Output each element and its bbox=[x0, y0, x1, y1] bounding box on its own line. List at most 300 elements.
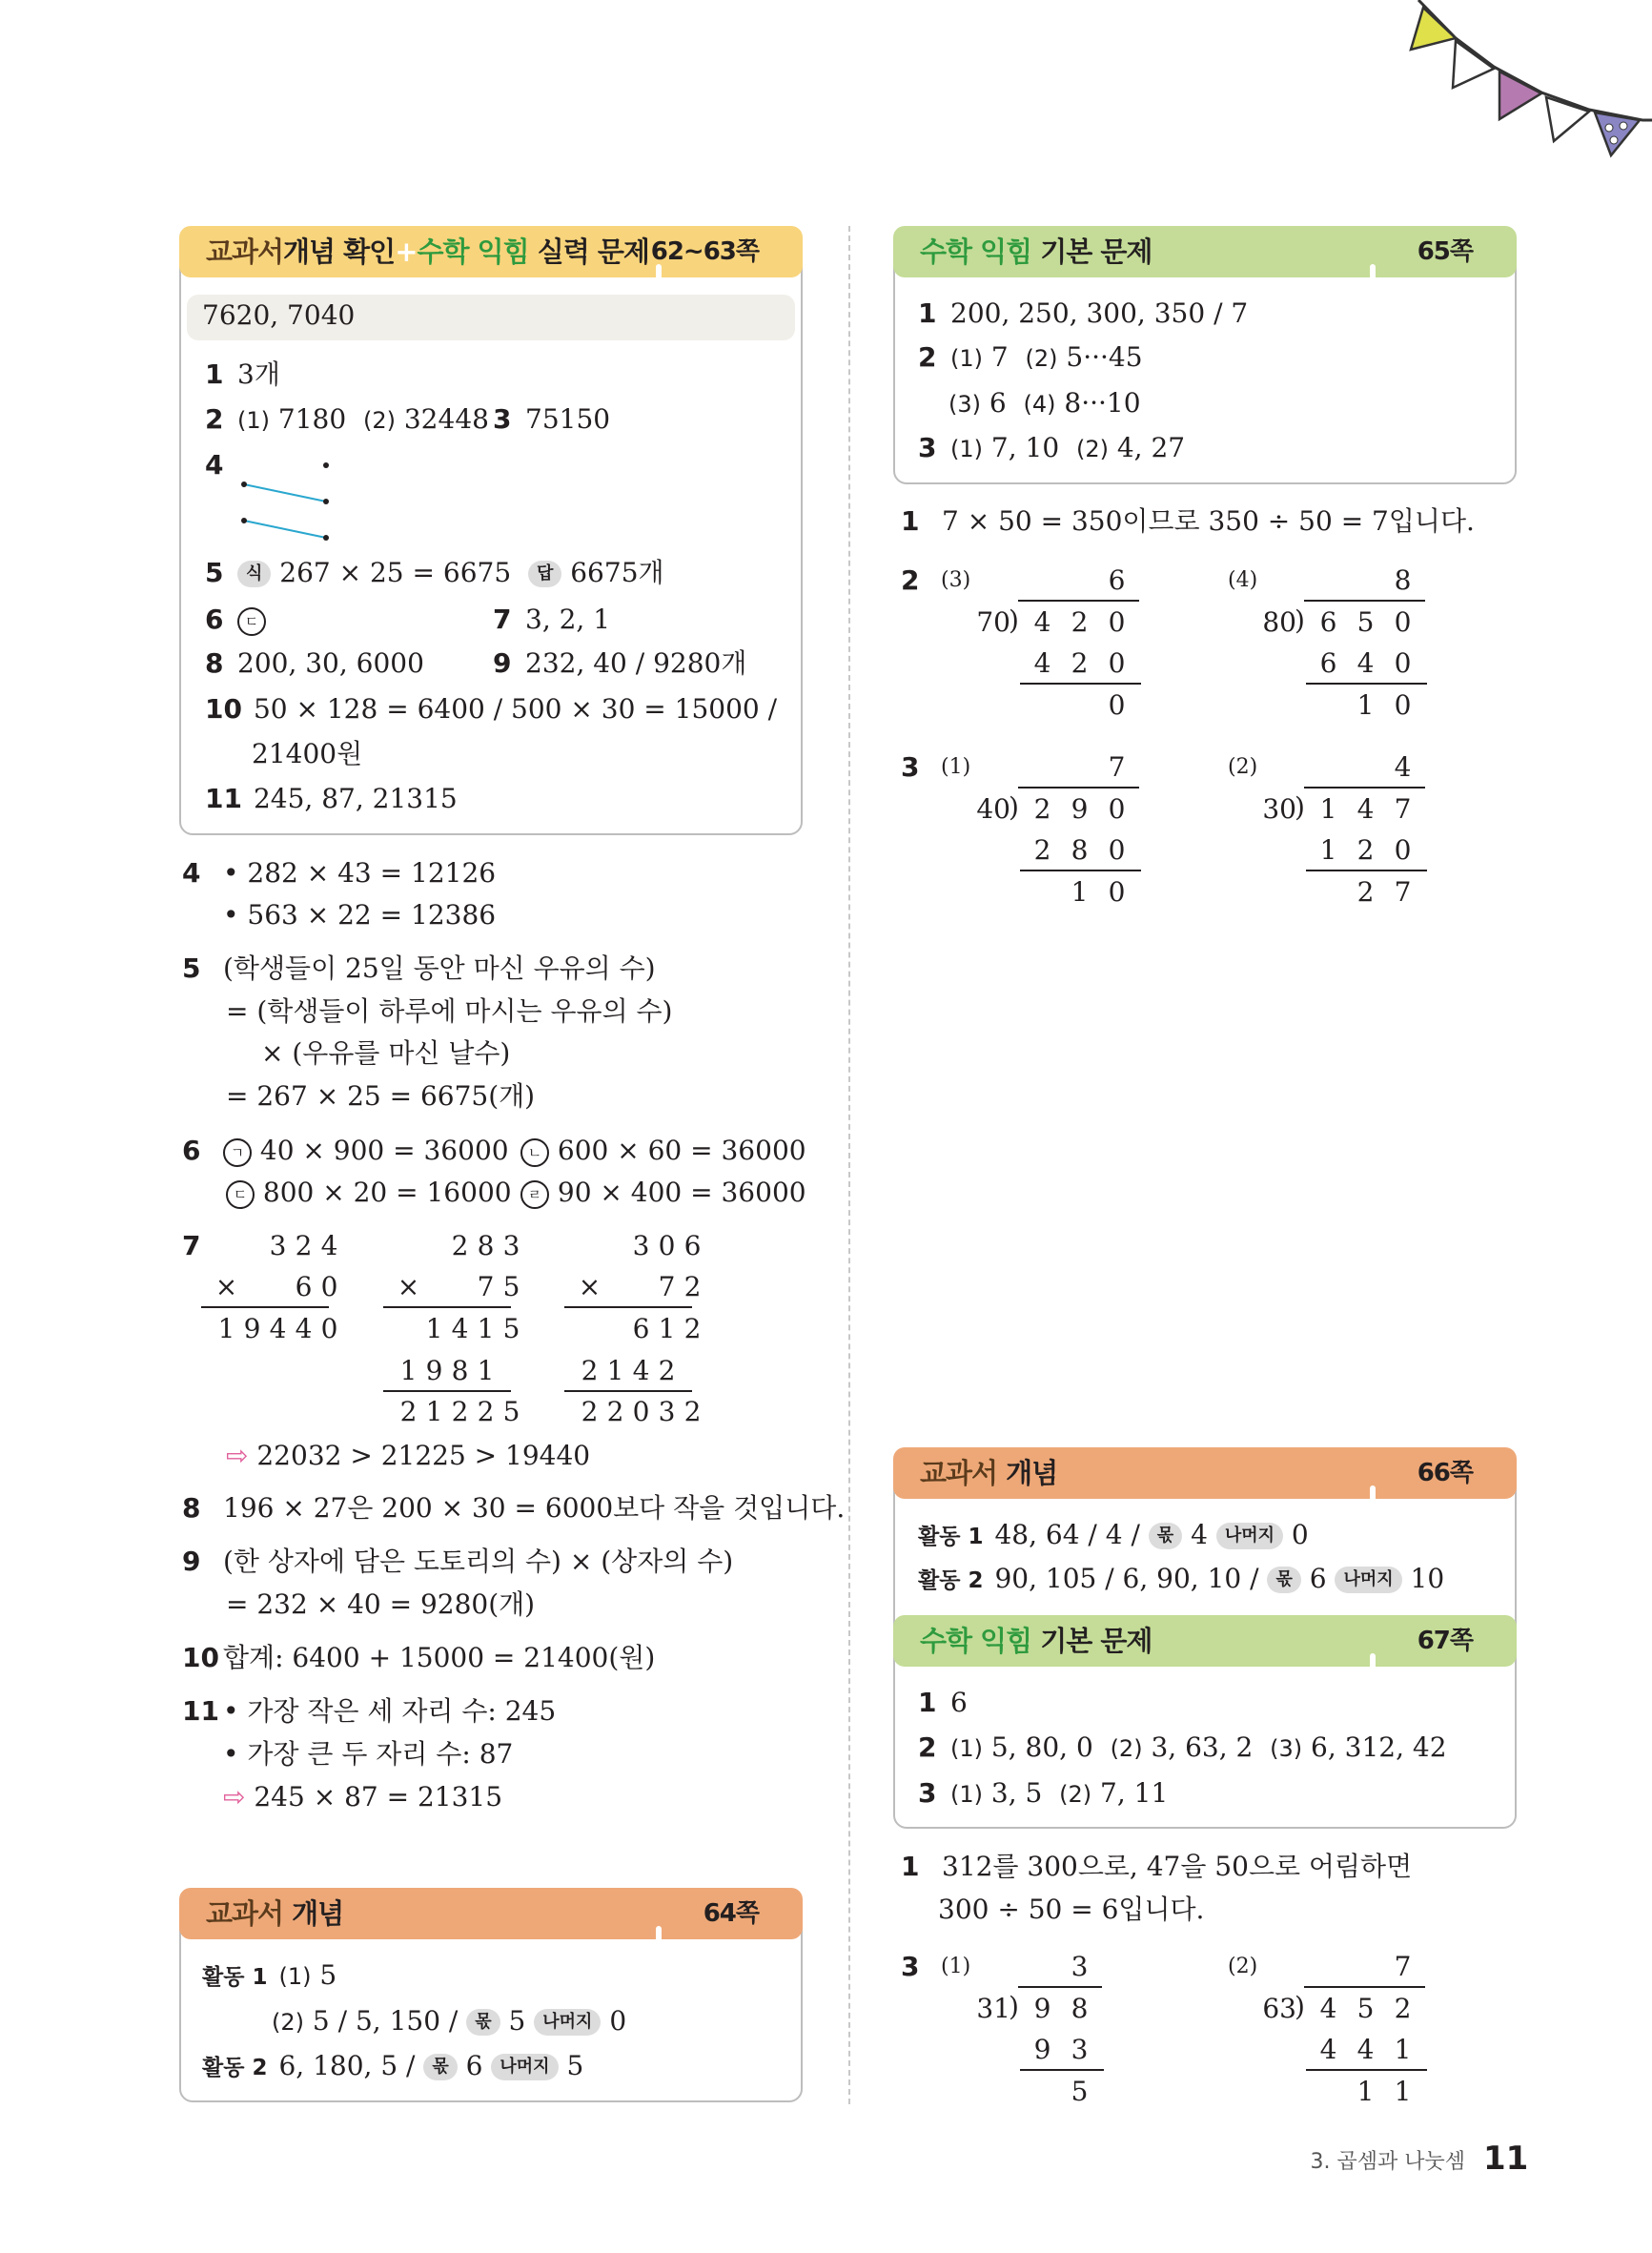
divisor: 63 bbox=[1262, 1993, 1296, 2024]
answer-text: 300 ÷ 50 = 6입니다. bbox=[938, 1894, 1205, 1925]
subtraction-line bbox=[1020, 2069, 1104, 2071]
division-overline bbox=[1304, 787, 1425, 789]
subtraction-line bbox=[1306, 2069, 1427, 2071]
division-bracket-icon: ) bbox=[1295, 1991, 1305, 2022]
answer-text: 5 / 5, 150 / bbox=[304, 2005, 467, 2037]
remainder-digit: 1 bbox=[1394, 2076, 1412, 2107]
answer-line bbox=[520, 1174, 806, 1212]
partial-product-digit: 4 bbox=[269, 1313, 287, 1344]
answer-text: 7, 11 bbox=[1091, 1777, 1169, 1809]
label-badge: 나머지 bbox=[534, 2009, 601, 2036]
page-range: 62~63쪽 bbox=[650, 237, 759, 266]
problem-number: 3 bbox=[901, 1951, 920, 1982]
divisor: 80 bbox=[1262, 606, 1296, 638]
label-badge: 몫 bbox=[1149, 1523, 1182, 1549]
partial-product-digit: 2 bbox=[658, 1355, 676, 1386]
problem-number: 9 bbox=[493, 647, 512, 679]
division-label: (4) bbox=[1228, 568, 1258, 592]
sum-line bbox=[383, 1390, 511, 1392]
division-bracket-icon: ) bbox=[1009, 791, 1019, 823]
division-overline bbox=[1304, 600, 1425, 602]
sub-label: (3) bbox=[948, 391, 981, 418]
problem-number: 5 bbox=[205, 557, 224, 588]
label-badge: 몫 bbox=[423, 2054, 457, 2080]
division-overline bbox=[1018, 787, 1139, 789]
problem-number: 10 bbox=[205, 693, 242, 725]
multiplicand-digit: 8 bbox=[477, 1230, 495, 1261]
sub-label: (1) bbox=[950, 436, 983, 462]
dividend-digit: 2 bbox=[1033, 793, 1051, 825]
answer-text: 5, 80, 0 bbox=[983, 1731, 1111, 1763]
sub-label: (3) bbox=[1270, 1735, 1303, 1762]
product-digit: 2 bbox=[683, 1396, 702, 1427]
header-textbook: 교과서 bbox=[920, 1457, 998, 1489]
division-bracket-icon: ) bbox=[1295, 604, 1305, 636]
partial-product-digit: 1 bbox=[425, 1313, 443, 1344]
sub-label: (1) bbox=[237, 407, 270, 434]
answer-text: 90, 105 / 6, 90, 10 / bbox=[994, 1563, 1268, 1594]
problem-number: 2 bbox=[918, 1731, 937, 1763]
answer-text: • 가장 큰 두 자리 수: 87 bbox=[223, 1738, 514, 1770]
answer-text: • 563 × 22 = 12386 bbox=[223, 899, 497, 931]
answer-line bbox=[918, 1729, 1447, 1768]
problem-number: 2 bbox=[901, 564, 920, 596]
circled-letter: ㄴ bbox=[520, 1138, 549, 1167]
partial-product-digit: 8 bbox=[451, 1355, 469, 1386]
answer-line bbox=[918, 338, 1143, 378]
label-badge: 몫 bbox=[466, 2009, 500, 2036]
product-digit: 0 bbox=[632, 1396, 650, 1427]
problem-number: 8 bbox=[182, 1492, 201, 1524]
multiplicand-digit: 0 bbox=[658, 1230, 676, 1261]
partial-product-digit: 0 bbox=[320, 1313, 338, 1344]
matching-lines bbox=[238, 458, 334, 543]
answer-text: 5 bbox=[311, 1959, 337, 1991]
partial-product-digit: 4 bbox=[295, 1313, 313, 1344]
answer-line bbox=[205, 446, 237, 484]
product-digit: 2 bbox=[606, 1396, 624, 1427]
answer-text: 196 × 27은 200 × 30 = 6000보다 작을 것입니다. bbox=[223, 1492, 846, 1524]
sub-label: (2) bbox=[1059, 1781, 1092, 1808]
dividend-digit: 7 bbox=[1394, 793, 1412, 825]
answer-text: 6 bbox=[1300, 1563, 1336, 1594]
answer-text: 245 × 87 = 21315 bbox=[245, 1781, 503, 1813]
dividend-digit: 5 bbox=[1356, 1993, 1375, 2024]
answer-text: 312를 300으로, 47을 50으로 어림하면 bbox=[942, 1851, 1413, 1882]
times-sign: × bbox=[578, 1271, 602, 1302]
product-digit: 2 bbox=[581, 1396, 599, 1427]
problem-number: 6 bbox=[182, 1135, 201, 1166]
division-label: (1) bbox=[941, 755, 971, 779]
multiplier-digit: 7 bbox=[658, 1271, 676, 1302]
divisor: 30 bbox=[1262, 793, 1296, 825]
quotient-digit: 4 bbox=[1394, 751, 1412, 783]
page-range: 65쪽 bbox=[1417, 237, 1473, 266]
answer-text: 7180 bbox=[270, 403, 363, 435]
sum-line bbox=[564, 1306, 692, 1308]
product-digit: 4 bbox=[1356, 2034, 1375, 2065]
division-bracket-icon: ) bbox=[1009, 604, 1019, 636]
answer-line bbox=[182, 854, 496, 892]
label-badge: 몫 bbox=[1267, 1567, 1300, 1593]
answer-line bbox=[272, 2002, 626, 2041]
dividend-digit: 1 bbox=[1319, 793, 1337, 825]
answer-text: 232, 40 / 9280개 bbox=[525, 647, 747, 679]
answer-text: 21400원 bbox=[252, 738, 363, 769]
problem-number: 10 bbox=[182, 1642, 219, 1673]
problem-number: 3 bbox=[918, 432, 937, 463]
bunting-decoration-icon bbox=[1373, 0, 1652, 172]
answer-line bbox=[901, 502, 1475, 541]
division-label: (3) bbox=[941, 568, 971, 592]
answer-line bbox=[223, 1778, 502, 1816]
multiplicand-digit: 3 bbox=[632, 1230, 650, 1261]
answer-text: 7 × 50 = 350이므로 350 ÷ 50 = 7입니다. bbox=[942, 505, 1475, 537]
answer-line bbox=[261, 1034, 510, 1073]
problem-number: 4 bbox=[205, 449, 224, 481]
problem-number: 7 bbox=[182, 1230, 201, 1261]
answer-line bbox=[223, 1735, 513, 1773]
dividend-digit: 0 bbox=[1108, 793, 1126, 825]
answer-text: = (학생들이 하루에 마시는 우유의 수) bbox=[226, 995, 673, 1027]
problem-number: 7 bbox=[493, 604, 512, 635]
column-divider bbox=[848, 226, 850, 2104]
answer-text: × (우유를 마신 날수) bbox=[261, 1037, 511, 1069]
answer-text: • 282 × 43 = 12126 bbox=[223, 857, 497, 889]
answer-line bbox=[202, 1956, 337, 1997]
product-digit: 0 bbox=[1108, 834, 1126, 866]
header-concept: 개념 확인 bbox=[283, 236, 396, 268]
answer-line bbox=[182, 1639, 655, 1677]
partial-product-digit: 9 bbox=[425, 1355, 443, 1386]
quotient-digit: 7 bbox=[1108, 751, 1126, 783]
answer-line bbox=[182, 950, 656, 988]
remainder-digit: 5 bbox=[1071, 2076, 1089, 2107]
product-digit: 3 bbox=[658, 1396, 676, 1427]
answer-line bbox=[918, 295, 1248, 333]
multiplier-digit: 0 bbox=[320, 1271, 338, 1302]
answer-text: • 가장 작은 세 자리 수: 245 bbox=[223, 1695, 557, 1727]
problem-number: 1 bbox=[205, 358, 224, 390]
activity-label: 활동 2 bbox=[202, 2056, 268, 2080]
partial-product-digit: 6 bbox=[632, 1313, 650, 1344]
product-digit: 4 bbox=[1033, 647, 1051, 679]
quotient-digit: 8 bbox=[1394, 564, 1412, 596]
multiplier-digit: 6 bbox=[295, 1271, 313, 1302]
header-problem: 기본 문제 bbox=[1040, 236, 1152, 268]
answer-line bbox=[182, 1692, 556, 1731]
dividend-digit: 9 bbox=[1033, 1993, 1051, 2024]
product-digit: 0 bbox=[1108, 647, 1126, 679]
product-digit: 5 bbox=[502, 1396, 520, 1427]
highlight-text: 7620, 7040 bbox=[202, 299, 356, 331]
sub-label: (4) bbox=[1023, 391, 1056, 418]
answer-line bbox=[182, 1227, 223, 1265]
box-header-62-63 bbox=[179, 226, 803, 277]
answer-text: 200, 30, 6000 bbox=[237, 647, 424, 679]
quotient-digit: 3 bbox=[1071, 1951, 1089, 1982]
division-bracket-icon: ) bbox=[1009, 1991, 1019, 2022]
problem-number: 1 bbox=[901, 505, 920, 537]
circled-letter: ㄹ bbox=[520, 1180, 549, 1209]
answer-line bbox=[205, 554, 664, 592]
product-digit: 2 bbox=[399, 1396, 418, 1427]
product-digit: 0 bbox=[1394, 647, 1412, 679]
product-digit: 2 bbox=[1356, 834, 1375, 866]
multiplier-digit: 2 bbox=[683, 1271, 702, 1302]
header-problem: 실력 문제 bbox=[537, 236, 649, 268]
problem-number: 5 bbox=[182, 952, 201, 984]
sub-label: (1) bbox=[950, 345, 983, 372]
problem-number: 4 bbox=[182, 857, 201, 889]
answer-text: 5 bbox=[500, 2005, 535, 2037]
answer-text: 6 bbox=[981, 387, 1024, 419]
activity-label: 활동 1 bbox=[202, 1965, 268, 1990]
sub-label: (1) bbox=[950, 1781, 983, 1808]
answer-line bbox=[226, 1437, 590, 1475]
dividend-digit: 0 bbox=[1394, 606, 1412, 638]
answer-text: 합계: 6400 + 15000 = 21400(원) bbox=[223, 1642, 656, 1673]
answer-line bbox=[918, 1560, 1444, 1600]
label-badge: 식 bbox=[237, 561, 271, 587]
answer-line bbox=[948, 384, 1141, 423]
product-digit: 2 bbox=[1033, 834, 1051, 866]
answer-line bbox=[205, 601, 266, 639]
header-math: 수학 익힘 bbox=[417, 236, 529, 268]
quotient-digit: 7 bbox=[1394, 1951, 1412, 1982]
dividend-digit: 8 bbox=[1071, 1993, 1089, 2024]
problem-number: 3 bbox=[901, 751, 920, 783]
label-badge: 나머지 bbox=[1335, 1567, 1401, 1593]
partial-product-digit: 1 bbox=[399, 1355, 418, 1386]
answer-line bbox=[938, 1891, 1204, 1929]
answer-line bbox=[226, 1174, 512, 1212]
product-digit: 9 bbox=[1033, 2034, 1051, 2065]
division-label: (1) bbox=[941, 1955, 971, 1978]
division-overline bbox=[1018, 1986, 1102, 1988]
answer-line bbox=[182, 1489, 845, 1527]
answer-text: 3, 5 bbox=[983, 1777, 1060, 1809]
dividend-digit: 0 bbox=[1108, 606, 1126, 638]
sum-line bbox=[201, 1306, 329, 1308]
partial-product-digit: 1 bbox=[217, 1313, 235, 1344]
times-sign: × bbox=[397, 1271, 420, 1302]
answer-text: 200, 250, 300, 350 / 7 bbox=[950, 297, 1249, 329]
problem-number: 2 bbox=[205, 403, 224, 435]
multiplicand-digit: 2 bbox=[295, 1230, 313, 1261]
problem-number: 3 bbox=[493, 403, 512, 435]
sum-line bbox=[383, 1306, 511, 1308]
answer-text: 22032 > 21225 > 19440 bbox=[248, 1440, 591, 1471]
answer-line bbox=[205, 356, 280, 394]
division-label: (2) bbox=[1228, 1955, 1258, 1978]
answer-text: 6, 180, 5 / bbox=[278, 2050, 424, 2081]
answer-line bbox=[182, 1132, 509, 1170]
partial-product-digit: 1 bbox=[606, 1355, 624, 1386]
box-header-66 bbox=[893, 1447, 1517, 1499]
answer-line bbox=[202, 2047, 583, 2087]
page-number: 11 bbox=[1483, 2140, 1529, 2178]
answer-line bbox=[223, 896, 496, 934]
dividend-digit: 2 bbox=[1071, 606, 1089, 638]
subtraction-line bbox=[1306, 870, 1427, 871]
remainder-digit: 2 bbox=[1356, 876, 1375, 908]
answer-line bbox=[205, 400, 489, 440]
arrow-icon: ⇨ bbox=[226, 1440, 249, 1471]
header-math: 수학 익힘 bbox=[920, 1625, 1032, 1657]
product-digit: 4 bbox=[1319, 2034, 1337, 2065]
answer-line bbox=[918, 1774, 1168, 1813]
subtraction-line bbox=[1020, 870, 1141, 871]
answer-line bbox=[918, 1516, 1309, 1556]
division-overline bbox=[1018, 600, 1139, 602]
dividend-digit: 4 bbox=[1356, 793, 1375, 825]
remainder-digit: 0 bbox=[1108, 876, 1126, 908]
partial-product-digit: 5 bbox=[502, 1313, 520, 1344]
division-bracket-icon: ) bbox=[1295, 791, 1305, 823]
problem-number: 1 bbox=[901, 1851, 920, 1882]
problem-number: 8 bbox=[205, 647, 224, 679]
division-overline bbox=[1304, 1986, 1425, 1988]
answer-line bbox=[493, 400, 610, 439]
multiplier-digit: 7 bbox=[477, 1271, 495, 1302]
sub-label: (2) bbox=[362, 407, 396, 434]
problem-number: 6 bbox=[205, 604, 224, 635]
answer-line bbox=[205, 645, 424, 683]
answer-line bbox=[205, 780, 458, 818]
answer-line bbox=[493, 601, 610, 639]
page-range: 64쪽 bbox=[703, 1899, 759, 1928]
product-digit: 1 bbox=[425, 1396, 443, 1427]
problem-number: 1 bbox=[918, 1687, 937, 1718]
answer-line bbox=[182, 1543, 733, 1581]
answer-line bbox=[918, 429, 1185, 468]
label-badge: 나머지 bbox=[1216, 1523, 1283, 1549]
activity-label: 활동 2 bbox=[918, 1568, 984, 1593]
product-digit: 3 bbox=[1071, 2034, 1089, 2065]
answer-text: 0 bbox=[601, 2005, 627, 2037]
partial-product-digit: 4 bbox=[632, 1355, 650, 1386]
answer-line bbox=[520, 1132, 806, 1170]
divisor: 40 bbox=[976, 793, 1010, 825]
partial-product-digit: 4 bbox=[451, 1313, 469, 1344]
multiplier-digit: 5 bbox=[502, 1271, 520, 1302]
answer-text: 6, 312, 42 bbox=[1302, 1731, 1447, 1763]
problem-number: 11 bbox=[182, 1695, 219, 1727]
remainder-digit: 1 bbox=[1071, 876, 1089, 908]
dividend-digit: 9 bbox=[1071, 793, 1089, 825]
header-textbook: 교과서 bbox=[206, 1897, 284, 1930]
multiplicand-digit: 2 bbox=[451, 1230, 469, 1261]
problem-number: 1 bbox=[918, 297, 937, 329]
partial-product-digit: 9 bbox=[243, 1313, 261, 1344]
answer-text: 8···10 bbox=[1055, 387, 1141, 419]
answer-text: 50 × 128 = 6400 / 500 × 30 = 15000 / bbox=[253, 693, 778, 725]
header-problem: 기본 문제 bbox=[1040, 1625, 1152, 1657]
activity-label: 활동 1 bbox=[918, 1525, 984, 1549]
answer-text: 0 bbox=[1282, 1519, 1309, 1550]
multiplicand-digit: 4 bbox=[320, 1230, 338, 1261]
product-digit: 2 bbox=[1071, 647, 1089, 679]
answer-text: 245, 87, 21315 bbox=[253, 783, 458, 814]
answer-text: 6 bbox=[950, 1687, 968, 1718]
dividend-digit: 6 bbox=[1319, 606, 1337, 638]
subtraction-line bbox=[1306, 683, 1427, 685]
partial-product-digit: 1 bbox=[658, 1313, 676, 1344]
header-math: 수학 익힘 bbox=[920, 236, 1032, 268]
remainder-digit: 0 bbox=[1108, 689, 1126, 721]
product-digit: 1 bbox=[1319, 834, 1337, 866]
product-digit: 8 bbox=[1071, 834, 1089, 866]
arrow-icon: ⇨ bbox=[223, 1781, 246, 1813]
answer-text: (한 상자에 담은 도토리의 수) × (상자의 수) bbox=[223, 1546, 734, 1577]
box-header-64 bbox=[179, 1888, 803, 1939]
answer-text: 40 × 900 = 36000 bbox=[252, 1135, 509, 1166]
answer-text: 3, 2, 1 bbox=[525, 604, 611, 635]
problem-number: 3 bbox=[918, 1777, 937, 1809]
answer-text: 32448 bbox=[395, 403, 489, 435]
remainder-digit: 7 bbox=[1394, 876, 1412, 908]
answer-text: 90 × 400 = 36000 bbox=[549, 1177, 806, 1208]
page-range: 66쪽 bbox=[1417, 1459, 1473, 1487]
product-digit: 1 bbox=[1394, 2034, 1412, 2065]
sub-label: (2) bbox=[272, 2009, 304, 2036]
sub-label: (1) bbox=[950, 1735, 983, 1762]
box-header-65 bbox=[893, 226, 1517, 277]
dividend-digit: 2 bbox=[1394, 1993, 1412, 2024]
answer-text: 7 bbox=[983, 341, 1026, 373]
answer-line bbox=[226, 1586, 535, 1624]
dividend-digit: 4 bbox=[1033, 606, 1051, 638]
partial-product-digit: 2 bbox=[581, 1355, 599, 1386]
partial-product-digit: 1 bbox=[477, 1313, 495, 1344]
problem-number: 9 bbox=[182, 1546, 201, 1577]
answer-text: 3개 bbox=[237, 358, 280, 390]
answer-text: 800 × 20 = 16000 bbox=[255, 1177, 512, 1208]
label-badge: 답 bbox=[528, 561, 561, 587]
divisor: 70 bbox=[976, 606, 1010, 638]
partial-product-digit: 2 bbox=[683, 1313, 702, 1344]
product-digit: 0 bbox=[1394, 834, 1412, 866]
answer-line bbox=[226, 993, 672, 1031]
answer-text: = 267 × 25 = 6675(개) bbox=[226, 1080, 536, 1112]
answer-line bbox=[226, 1077, 535, 1116]
answer-line bbox=[205, 690, 777, 728]
answer-text: 4, 27 bbox=[1108, 432, 1186, 463]
answer-text: = 232 × 40 = 9280(개) bbox=[226, 1588, 536, 1620]
problem-number: 11 bbox=[205, 783, 242, 814]
answer-text: 3, 63, 2 bbox=[1142, 1731, 1271, 1763]
divisor: 31 bbox=[976, 1993, 1010, 2024]
product-digit: 2 bbox=[477, 1396, 495, 1427]
sum-line bbox=[564, 1390, 692, 1392]
answer-text: (학생들이 25일 동안 마신 우유의 수) bbox=[223, 952, 656, 984]
remainder-digit: 0 bbox=[1394, 689, 1412, 721]
product-digit: 6 bbox=[1319, 647, 1337, 679]
answer-text: 6675개 bbox=[561, 557, 664, 588]
answer-text: 5···45 bbox=[1057, 341, 1143, 373]
answer-line bbox=[901, 748, 942, 787]
answer-line bbox=[252, 735, 362, 773]
division-label: (2) bbox=[1228, 755, 1258, 779]
chapter-title: 3. 곱셈과 나눗셈 bbox=[1310, 2150, 1465, 2174]
answer-text: 4 bbox=[1182, 1519, 1216, 1550]
multiplicand-digit: 3 bbox=[502, 1230, 520, 1261]
header-concept: 개념 bbox=[292, 1897, 344, 1930]
header-concept: 개념 bbox=[1006, 1457, 1058, 1489]
answer-text: 5 bbox=[558, 2050, 584, 2081]
answer-line bbox=[901, 1948, 942, 1986]
